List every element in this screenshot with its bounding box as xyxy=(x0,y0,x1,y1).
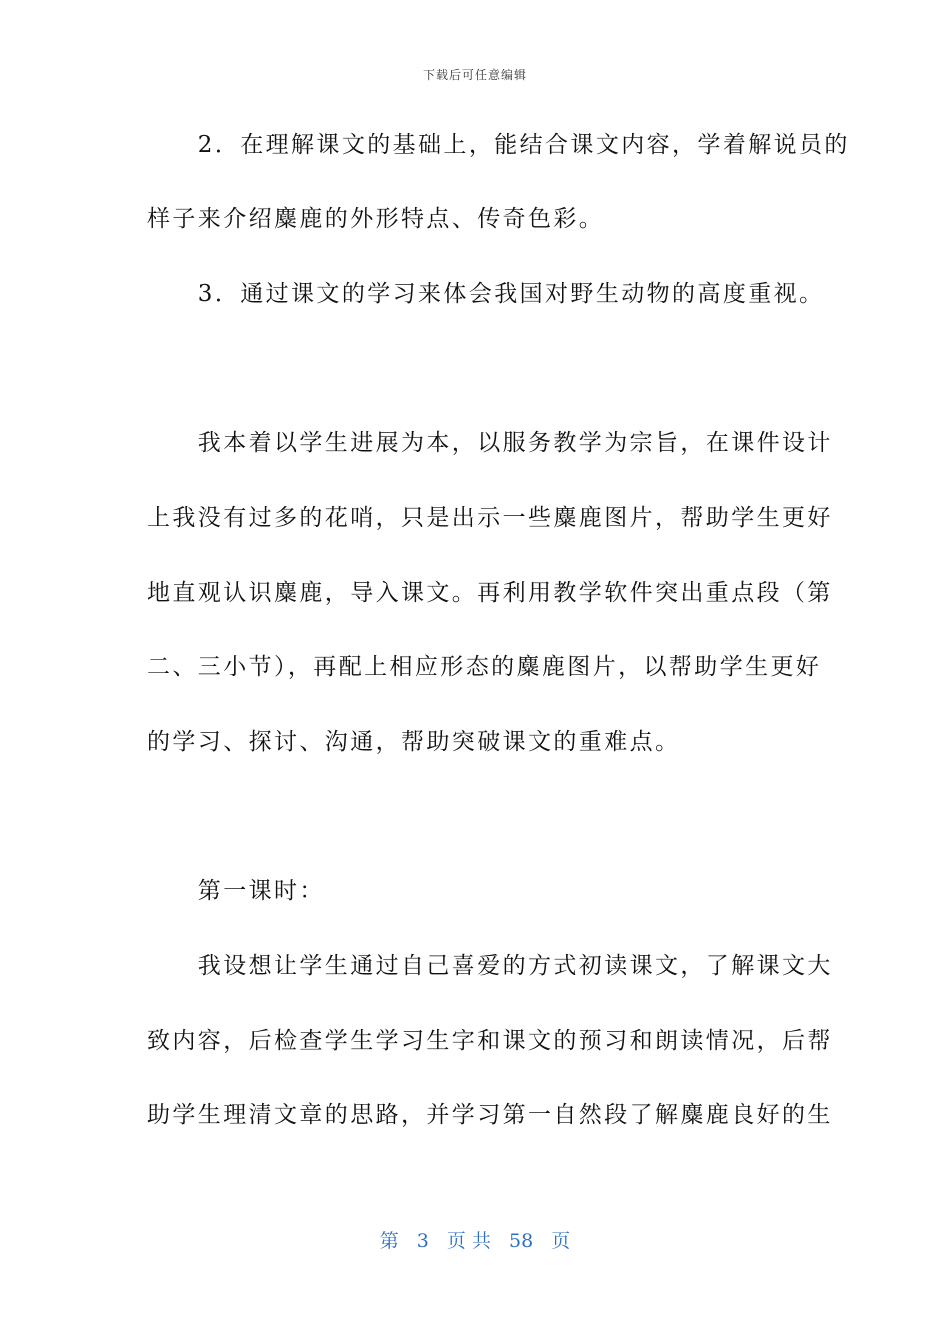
paragraph-line: 地直观认识麋鹿，导入课文。再利用教学软件突出重点段（第 xyxy=(147,580,833,606)
section-heading: 第一课时： xyxy=(147,878,325,904)
footer-page-number: 3 xyxy=(416,1230,429,1252)
page-header: 下载后可任意编辑 xyxy=(422,68,527,82)
paragraph-line: 的学习、探讨、沟通，帮助突破课文的重难点。 xyxy=(147,729,681,755)
footer-middle: 页 共 xyxy=(446,1230,491,1252)
paragraph-line: 我设想让学生通过自己喜爱的方式初读课文，了解课文大 xyxy=(147,953,833,979)
paragraph-line: 致内容，后检查学生学习生字和课文的预习和朗读情况，后帮 xyxy=(147,1028,833,1054)
paragraph-line: 样子来介绍麋鹿的外形特点、传奇色彩。 xyxy=(147,206,605,232)
paragraph-line: 2．在理解课文的基础上，能结合课文内容，学着解说员的 xyxy=(147,132,850,158)
paragraph-line: 上我没有过多的花哨，只是出示一些麋鹿图片，帮助学生更好 xyxy=(147,505,833,531)
footer-prefix: 第 xyxy=(379,1230,399,1252)
paragraph-line: 助学生理清文章的思路，并学习第一自然段了解麋鹿良好的生 xyxy=(147,1102,833,1128)
footer-suffix: 页 xyxy=(551,1230,571,1252)
footer-total-pages: 58 xyxy=(509,1230,534,1252)
paragraph-line: 二、三小节），再配上相应形态的麋鹿图片，以帮助学生更好 xyxy=(147,654,822,680)
page-footer xyxy=(0,1226,950,1253)
paragraph-line: 3．通过课文的学习来体会我国对野生动物的高度重视。 xyxy=(147,281,825,307)
paragraph-line: 我本着以学生进展为本，以服务教学为宗旨，在课件设计 xyxy=(147,430,833,456)
